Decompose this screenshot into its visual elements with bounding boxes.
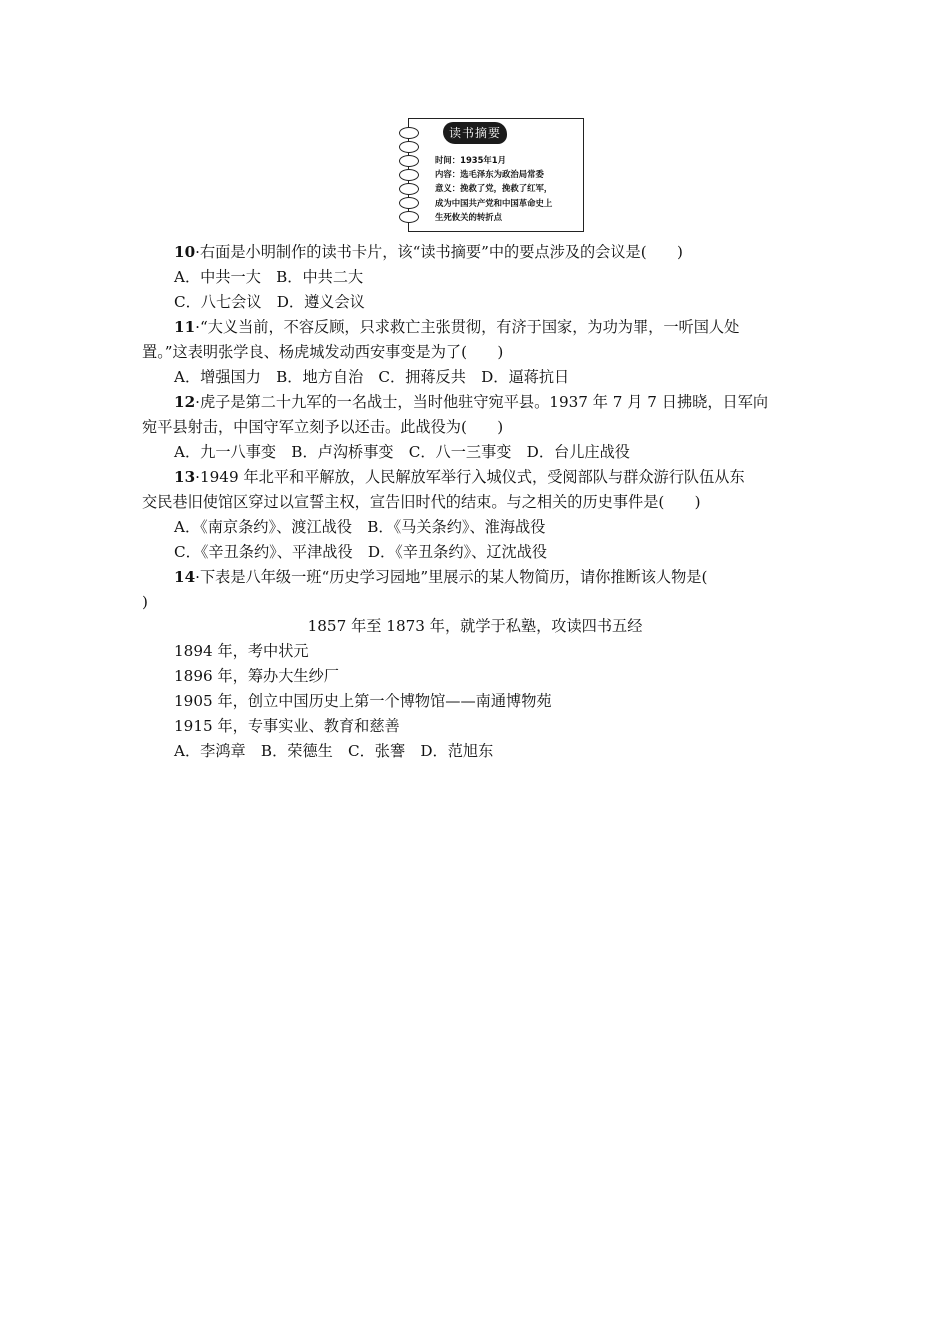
ring xyxy=(399,197,419,209)
card-content xyxy=(435,153,581,224)
question-13-option-line: C．《辛丑条约》、平津战役 D．《辛丑条约》、辽沈战役 xyxy=(174,543,548,561)
resume-line: 1915 年，专事实业、教育和慈善 xyxy=(174,717,400,735)
resume-line: 1894 年，考中状元 xyxy=(174,642,309,660)
card-line: 生死攸关的转折点 xyxy=(435,211,502,222)
ring xyxy=(399,127,419,139)
question-11-stem-cont: 置。”这表明张学良、杨虎城发动西安事变是为了( ) xyxy=(142,343,504,361)
card-line: 时间：1935年1月 xyxy=(435,155,507,165)
question-number: 10 xyxy=(174,243,196,261)
resume-line: 1857 年至 1873 年，就学于私塾，攻读四书五经 xyxy=(307,617,643,635)
ring xyxy=(399,183,419,195)
resume-line: 1896 年，筹办大生纱厂 xyxy=(174,667,339,685)
question-text: ·1949 年北平和平解放，人民解放军举行入城仪式，受阅部队与群众游行队伍从东 xyxy=(195,468,745,486)
question-12-stem-cont: 宛平县射击，中国守军立刻予以还击。此战役为( ) xyxy=(142,418,504,436)
question-number: 13 xyxy=(174,468,196,486)
question-13-stem xyxy=(174,465,745,490)
question-10-option-line: C．八七会议 D．遵义会议 xyxy=(174,293,365,311)
question-text: ·右面是小明制作的读书卡片，该“读书摘要”中的要点涉及的会议是( ) xyxy=(195,243,683,261)
question-13-option-line: A．《南京条约》、渡江战役 B．《马关条约》、淮海战役 xyxy=(174,518,546,536)
reading-card xyxy=(408,118,584,232)
question-text: ·“大义当前，不容反顾，只求救亡主张贯彻，有济于国家，为功为罪，一听国人处 xyxy=(195,318,740,336)
card-line: 成为中国共产党和中国革命史上 xyxy=(435,197,553,208)
question-number: 11 xyxy=(174,318,196,336)
spiral-binding xyxy=(399,127,421,227)
question-11-stem xyxy=(174,315,739,340)
question-10-stem xyxy=(174,240,683,265)
card-line: 内容：选毛泽东为政治局常委 xyxy=(435,169,544,180)
card-title: 读书摘要 xyxy=(443,122,507,144)
question-14-option-line: A．李鸿章 B．荣德生 C．张謇 D．范旭东 xyxy=(174,742,494,760)
card-line: 意义：挽救了党，挽救了红军， xyxy=(435,183,553,194)
question-13-stem-cont: 交民巷旧使馆区穿过以宣誓主权，宣告旧时代的结束。与之相关的历史事件是( ) xyxy=(142,493,701,511)
question-10-option-line: A．中共一大 B．中共二大 xyxy=(174,268,364,286)
resume-line: 1905 年，创立中国历史上第一个博物馆——南通博物苑 xyxy=(174,692,552,710)
question-text: ·虎子是第二十九军的一名战士，当时他驻守宛平县。1937 年 7 月 7 日拂晓，日军向 xyxy=(195,393,769,411)
question-14-stem-cont: ) xyxy=(142,593,148,611)
ring xyxy=(399,169,419,181)
ring xyxy=(399,211,419,223)
question-12-option-line: A．九一八事变 B．卢沟桥事变 C．八一三事变 D．台儿庄战役 xyxy=(174,443,630,461)
question-14-stem xyxy=(174,565,707,590)
question-text: ·下表是八年级一班“历史学习园地”里展示的某人物简历，请你推断该人物是( xyxy=(195,568,708,586)
question-number: 14 xyxy=(174,568,196,586)
question-12-stem xyxy=(174,390,768,415)
ring xyxy=(399,141,419,153)
question-number: 12 xyxy=(174,393,196,411)
question-11-option-line: A．增强国力 B．地方自治 C．拥蒋反共 D．逼蒋抗日 xyxy=(174,368,570,386)
ring xyxy=(399,155,419,167)
